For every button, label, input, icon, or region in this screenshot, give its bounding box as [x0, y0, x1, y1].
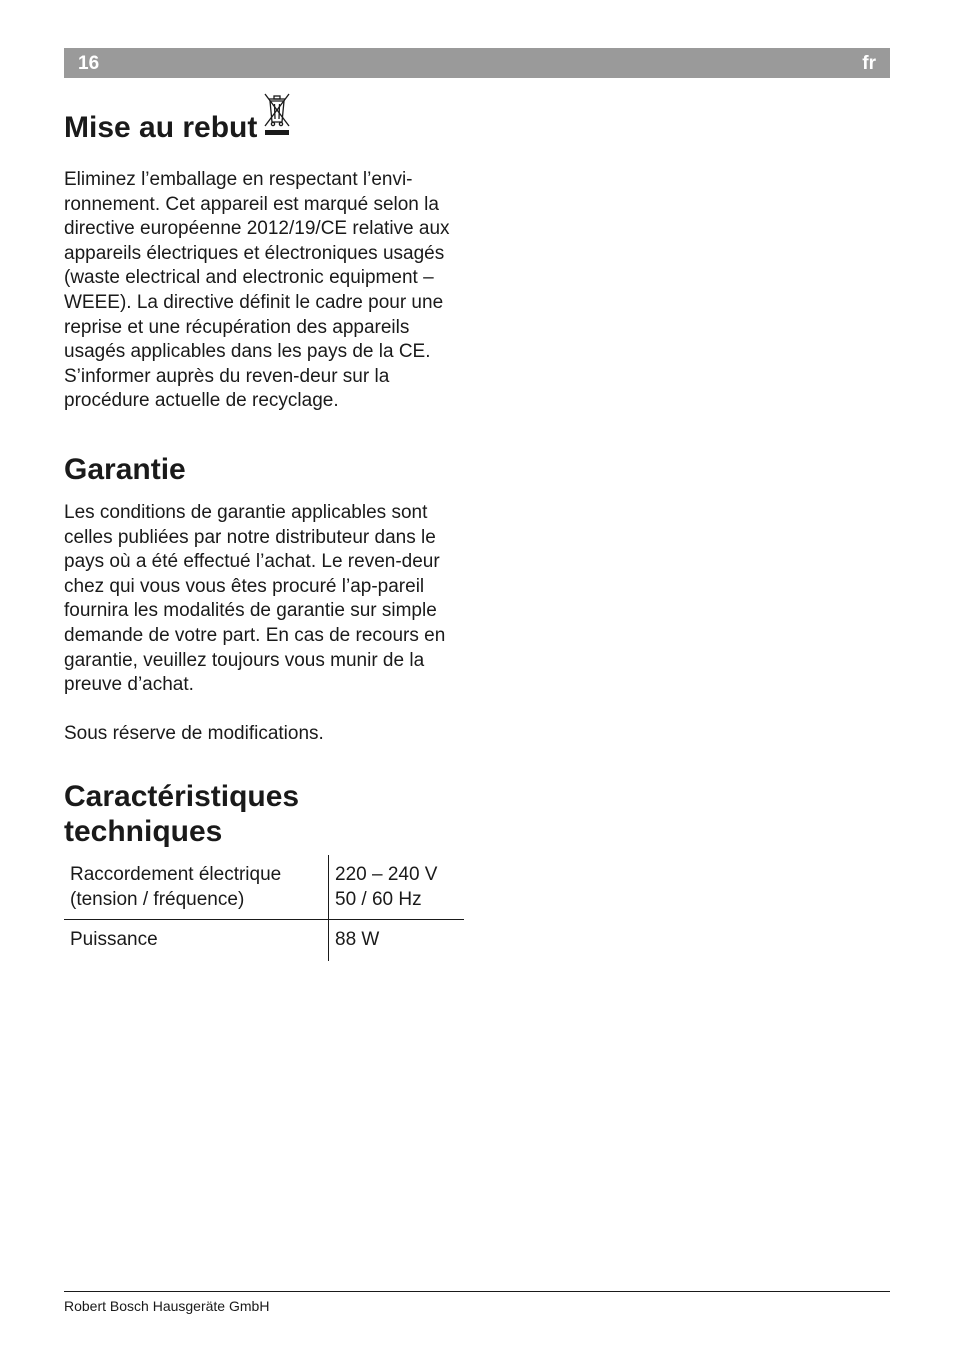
modification-note: Sous réserve de modifications. — [64, 722, 324, 744]
section-title-specs: Caractéristiques techniques — [64, 780, 300, 849]
section-title-warranty: Garantie — [64, 452, 186, 486]
language-code: fr — [862, 53, 876, 74]
disposal-paragraph: Eliminez l’emballage en respectant l’envi-ronnement. Cet appareil est marqué selon la directive européenne 2012/19/CE relative aux appareils électriques et électroniques usagés (waste electrical and electronic equipment – WEEE). La directive définit le cadre pour une reprise et une récupération des appareils usagés applicables dans les pays de la CE. S’informer auprès du reven-deur sur la procédure actuelle de recyclage. — [64, 169, 450, 412]
warranty-paragraph: Les conditions de garantie applicables sont celles publiées par notre distributeur dans le pays où a été effectué l’achat. Le reven-deur chez qui vous vous êtes procuré l’ap-pareil fournira les modalités de garantie sur simple demande de votre part. En cas de recours en garantie, veuillez toujours vous munir de la preuve d’achat. — [64, 501, 446, 696]
spec-value: 88 W — [329, 920, 465, 961]
spec-label: Puissance — [70, 929, 158, 951]
disposal-heading-row — [64, 92, 464, 145]
spec-value: 220 – 240 V 50 / 60 Hz — [329, 855, 465, 920]
footer-divider — [64, 1291, 890, 1292]
footer-company: Robert Bosch Hausgeräte GmbH — [64, 1298, 270, 1314]
table-row — [64, 855, 464, 920]
section-title-disposal: Mise au rebut — [64, 111, 258, 144]
table-row — [64, 920, 464, 961]
page-header-bar — [64, 48, 890, 78]
crossed-out-wheelie-bin-icon — [263, 92, 291, 141]
specs-table — [64, 855, 464, 961]
page-number: 16 — [78, 53, 100, 74]
main-content — [64, 92, 464, 961]
spec-label: Raccordement électrique (tension / fréquence) — [64, 855, 329, 920]
